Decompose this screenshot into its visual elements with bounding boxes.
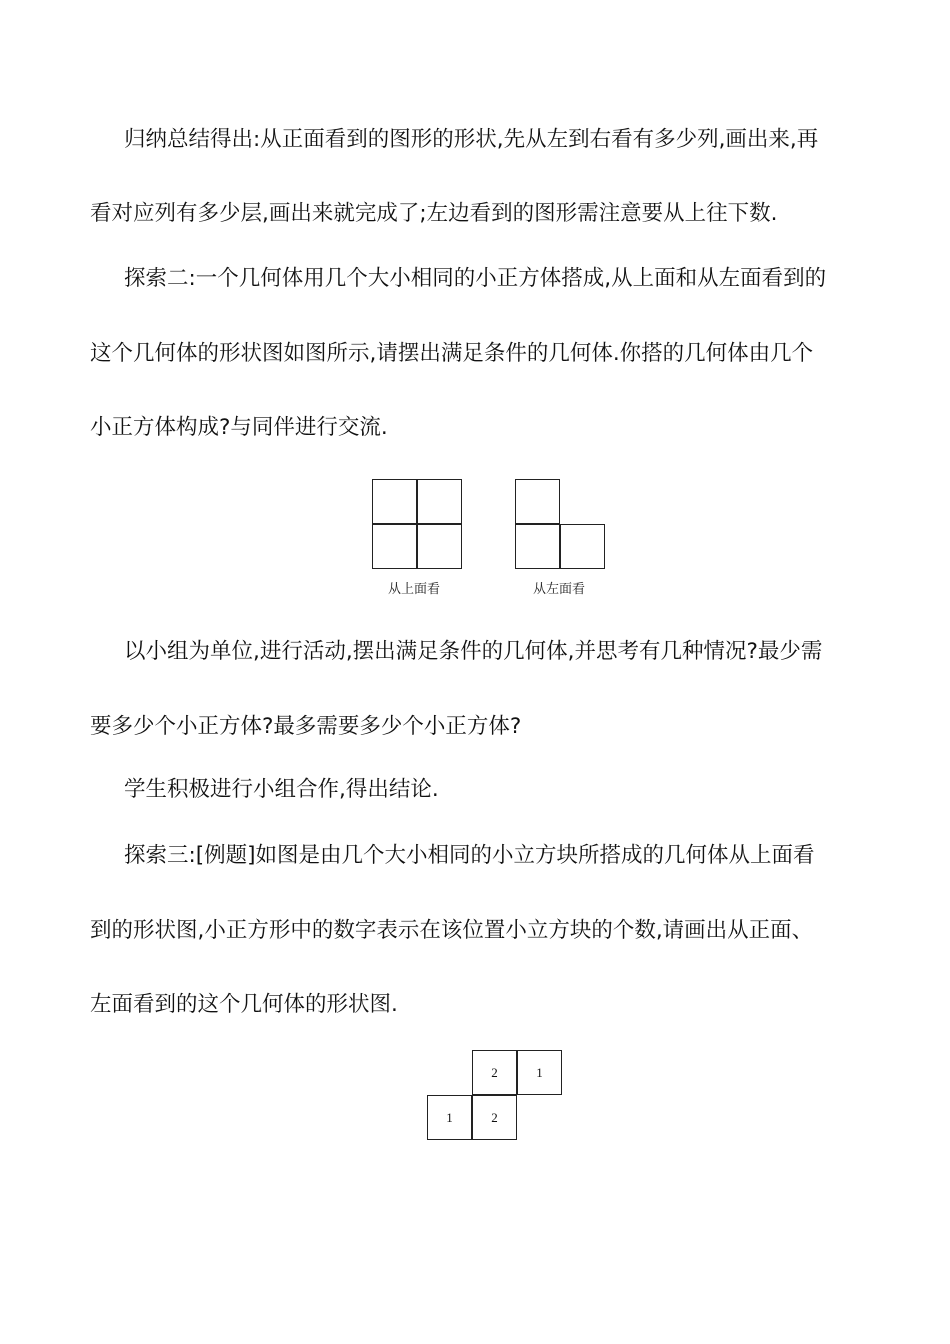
line-10: 到的形状图,小正方形中的数字表示在该位置小立方块的个数,请画出从正面、 xyxy=(90,918,814,943)
line-7: 要多少个小正方体?最多需要多少个小正方体? xyxy=(90,714,522,739)
line-9: 探索三:[例题]如图是由几个大小相同的小立方块所搭成的几何体从上面看 xyxy=(124,843,815,868)
line-11: 左面看到的这个几何体的形状图. xyxy=(90,992,398,1017)
grid-cell: 2 xyxy=(472,1095,517,1140)
line-4: 这个几何体的形状图如图所示,请摆出满足条件的几何体.你搭的几何体由几个 xyxy=(90,341,814,366)
line-2: 看对应列有多少层,画出来就完成了;左边看到的图形需注意要从上往下数. xyxy=(90,201,778,226)
top-view-label: 从上面看 xyxy=(388,581,441,596)
line-8: 学生积极进行小组合作,得出结论. xyxy=(124,777,439,802)
grid-cell: 1 xyxy=(427,1095,472,1140)
grid-cell: 1 xyxy=(517,1050,562,1095)
line-6: 以小组为单位,进行活动,摆出满足条件的几何体,并思考有几种情况?最少需 xyxy=(124,639,823,664)
left-view-label: 从左面看 xyxy=(533,581,586,596)
grid-cell: 2 xyxy=(472,1050,517,1095)
line-1: 归纳总结得出:从正面看到的图形的形状,先从左到右看有多少列,画出来,再 xyxy=(124,127,819,152)
line-5: 小正方体构成?与同伴进行交流. xyxy=(90,415,388,440)
line-3: 探索二:一个几何体用几个大小相同的小正方体搭成,从上面和从左面看到的 xyxy=(124,266,827,291)
